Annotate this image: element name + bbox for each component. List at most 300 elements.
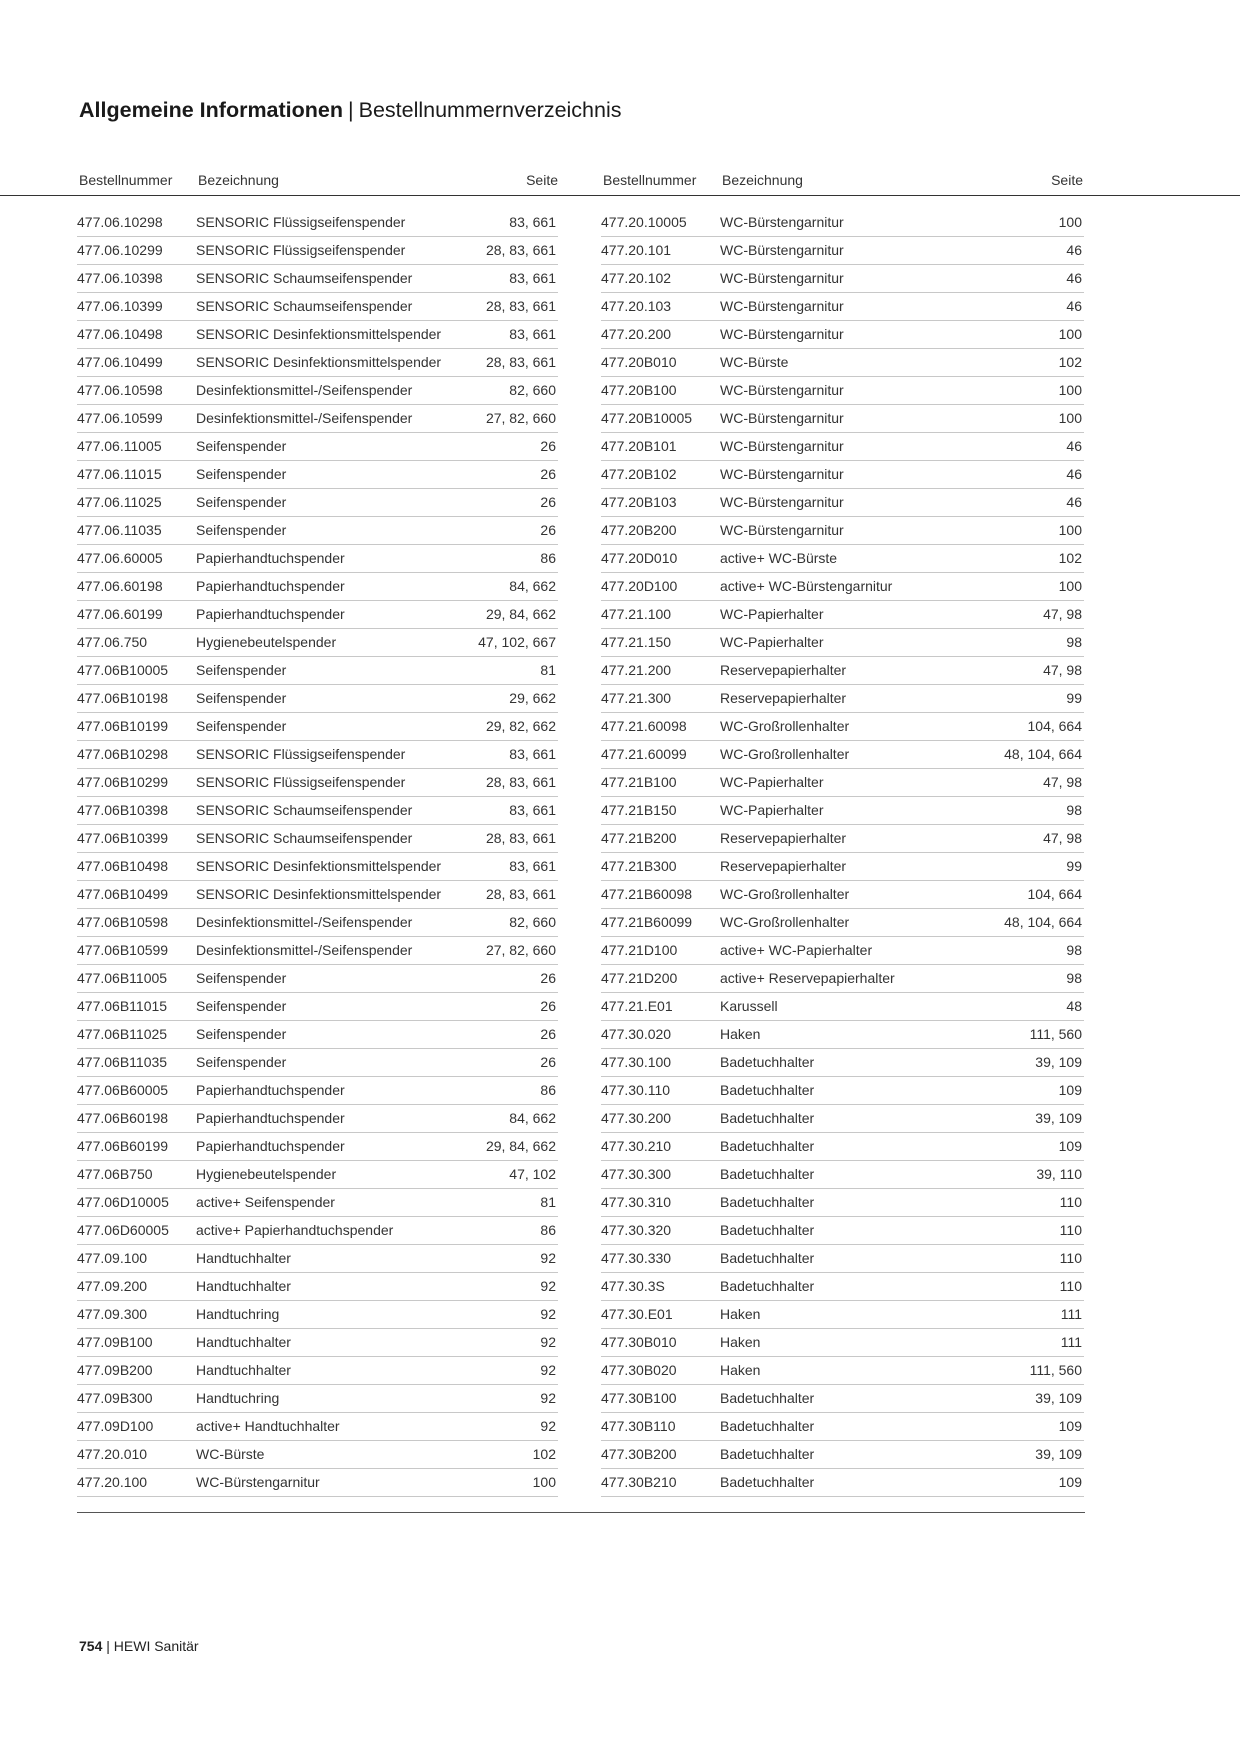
item-description: WC-Papierhalter <box>720 802 824 818</box>
page-reference: 81 <box>540 662 556 678</box>
table-row <box>601 293 1084 321</box>
order-number: 477.09B200 <box>77 1362 153 1378</box>
page-reference: 26 <box>540 494 556 510</box>
order-number: 477.06B11005 <box>77 970 168 986</box>
table-row <box>77 797 558 825</box>
header-page: Seite <box>1051 172 1083 188</box>
page-reference: 26 <box>540 1026 556 1042</box>
order-number: 477.06D60005 <box>77 1222 169 1238</box>
table-row <box>77 1301 558 1329</box>
page-reference: 98 <box>1066 802 1082 818</box>
table-row <box>77 1245 558 1273</box>
page-reference: 26 <box>540 438 556 454</box>
page-reference: 100 <box>1058 410 1082 426</box>
table-row <box>77 741 558 769</box>
page-reference: 104, 664 <box>1027 886 1082 902</box>
item-description: Seifenspender <box>196 438 287 454</box>
order-number: 477.09B100 <box>77 1334 153 1350</box>
order-number: 477.21D200 <box>601 970 678 986</box>
item-description: Badetuchhalter <box>720 1278 815 1294</box>
item-description: WC-Bürstengarnitur <box>720 270 844 286</box>
page-reference: 28, 83, 661 <box>485 774 556 790</box>
item-description: Seifenspender <box>196 522 287 538</box>
order-number: 477.20B200 <box>601 522 677 538</box>
item-description: WC-Bürstengarnitur <box>720 466 844 482</box>
item-description: Seifenspender <box>196 466 287 482</box>
table-row <box>77 545 558 573</box>
table-row <box>601 321 1084 349</box>
order-number: 477.09.100 <box>77 1250 148 1266</box>
page-reference: 83, 661 <box>509 270 556 286</box>
order-number: 477.20.102 <box>601 270 672 286</box>
order-number: 477.06.60198 <box>77 578 163 594</box>
order-number: 477.30.200 <box>601 1110 672 1126</box>
page-reference: 84, 662 <box>509 1110 556 1126</box>
page-reference: 83, 661 <box>509 326 556 342</box>
item-description: Papierhandtuchspender <box>196 1082 345 1098</box>
item-description: Desinfektionsmittel-/Seifenspender <box>196 410 413 426</box>
item-description: WC-Großrollenhalter <box>720 914 850 930</box>
header-divider <box>0 195 1240 196</box>
page-reference: 86 <box>540 1222 556 1238</box>
table-row <box>601 1021 1084 1049</box>
page-reference: 46 <box>1066 242 1082 258</box>
table-row <box>601 1217 1084 1245</box>
page-footer <box>79 1638 199 1654</box>
order-number: 477.06B60198 <box>77 1110 169 1126</box>
table-row <box>77 685 558 713</box>
item-description: Badetuchhalter <box>720 1222 815 1238</box>
page-reference: 47, 98 <box>1043 606 1082 622</box>
order-number: 477.20B103 <box>601 494 677 510</box>
table-row <box>601 1301 1084 1329</box>
item-description: active+ WC-Bürste <box>720 550 838 566</box>
order-number: 477.21.60099 <box>601 746 687 762</box>
order-number: 477.30B010 <box>601 1334 677 1350</box>
item-description: Reservepapierhalter <box>720 830 847 846</box>
table-row <box>601 881 1084 909</box>
item-description: Handtuchring <box>196 1306 280 1322</box>
left-column-header <box>79 170 558 190</box>
page-reference: 81 <box>540 1194 556 1210</box>
order-number: 477.30.100 <box>601 1054 672 1070</box>
order-number: 477.30.E01 <box>601 1306 673 1322</box>
table-row <box>601 1329 1084 1357</box>
page-reference: 100 <box>1058 214 1082 230</box>
table-row <box>601 461 1084 489</box>
order-number: 477.20B101 <box>601 438 677 454</box>
order-number: 477.06.10598 <box>77 382 163 398</box>
order-number: 477.21B60099 <box>601 914 693 930</box>
footer-page-number: 754 <box>79 1638 103 1654</box>
page-reference: 29, 84, 662 <box>485 1138 556 1154</box>
table-row <box>77 629 558 657</box>
item-description: WC-Papierhalter <box>720 606 824 622</box>
table-row <box>77 993 558 1021</box>
item-description: WC-Bürstengarnitur <box>720 410 844 426</box>
page-title-rest: Bestellnummernverzeichnis <box>358 98 622 122</box>
page-reference: 39, 109 <box>1035 1054 1082 1070</box>
order-number: 477.06.11035 <box>77 522 162 538</box>
item-description: WC-Bürstengarnitur <box>720 298 844 314</box>
order-number: 477.06.10599 <box>77 410 163 426</box>
item-description: SENSORIC Flüssigseifenspender <box>196 242 406 258</box>
page-reference: 46 <box>1066 494 1082 510</box>
table-row <box>77 1161 558 1189</box>
table-row <box>601 909 1084 937</box>
table-row <box>77 209 558 237</box>
item-description: SENSORIC Schaumseifenspender <box>196 802 413 818</box>
table-row <box>77 265 558 293</box>
order-number: 477.21.60098 <box>601 718 687 734</box>
footer-brand: HEWI Sanitär <box>113 1638 199 1654</box>
table-row <box>601 1105 1084 1133</box>
order-number: 477.06B10498 <box>77 858 169 874</box>
table-row <box>77 517 558 545</box>
page-reference: 92 <box>540 1362 556 1378</box>
order-number: 477.06.60005 <box>77 550 163 566</box>
item-description: Hygienebeutelspender <box>196 634 337 650</box>
page-reference: 98 <box>1066 942 1082 958</box>
item-description: SENSORIC Flüssigseifenspender <box>196 774 406 790</box>
order-number: 477.06.11005 <box>77 438 162 454</box>
item-description: Desinfektionsmittel-/Seifenspender <box>196 942 413 958</box>
order-number: 477.06.10298 <box>77 214 163 230</box>
item-description: WC-Papierhalter <box>720 774 824 790</box>
page-reference: 26 <box>540 970 556 986</box>
item-description: active+ WC-Papierhalter <box>720 942 873 958</box>
item-description: Badetuchhalter <box>720 1474 815 1490</box>
table-row <box>601 629 1084 657</box>
item-description: active+ WC-Bürstengarnitur <box>720 578 893 594</box>
page-reference: 47, 102, 667 <box>478 634 556 650</box>
table-row <box>77 1273 558 1301</box>
item-description: Badetuchhalter <box>720 1082 815 1098</box>
page-title-bold: Allgemeine Informationen <box>79 98 344 122</box>
page-reference: 46 <box>1066 270 1082 286</box>
item-description: Seifenspender <box>196 998 287 1014</box>
order-number: 477.30B200 <box>601 1446 677 1462</box>
table-row <box>601 601 1084 629</box>
order-number: 477.06.750 <box>77 634 148 650</box>
item-description: Seifenspender <box>196 494 287 510</box>
item-description: Papierhandtuchspender <box>196 550 345 566</box>
page-reference: 99 <box>1066 690 1082 706</box>
page-reference: 26 <box>540 1054 556 1070</box>
item-description: SENSORIC Schaumseifenspender <box>196 270 413 286</box>
order-number: 477.06B11025 <box>77 1026 168 1042</box>
order-number: 477.20.103 <box>601 298 672 314</box>
order-number: 477.06.10498 <box>77 326 163 342</box>
page-reference: 83, 661 <box>509 802 556 818</box>
table-row <box>77 489 558 517</box>
table-row <box>77 237 558 265</box>
order-number: 477.30.320 <box>601 1222 672 1238</box>
table-row <box>601 853 1084 881</box>
item-description: Handtuchring <box>196 1390 280 1406</box>
page-reference: 100 <box>1058 522 1082 538</box>
page-reference: 29, 662 <box>509 690 556 706</box>
page-reference: 110 <box>1059 1194 1082 1210</box>
page-reference: 26 <box>540 522 556 538</box>
page-reference: 48 <box>1066 998 1082 1014</box>
page-reference: 100 <box>532 1474 556 1490</box>
item-description: Haken <box>720 1306 761 1322</box>
item-description: Seifenspender <box>196 718 287 734</box>
header-description: Bezeichnung <box>722 172 803 188</box>
table-row <box>77 461 558 489</box>
item-description: active+ Papierhandtuchspender <box>196 1222 394 1238</box>
table-row <box>77 405 558 433</box>
item-description: Reservepapierhalter <box>720 858 847 874</box>
item-description: WC-Bürstengarnitur <box>720 494 844 510</box>
order-number: 477.06D10005 <box>77 1194 169 1210</box>
page-reference: 111, 560 <box>1029 1026 1082 1042</box>
page-title <box>79 98 622 123</box>
item-description: SENSORIC Flüssigseifenspender <box>196 214 406 230</box>
page-reference: 92 <box>540 1334 556 1350</box>
order-number: 477.21B150 <box>601 802 677 818</box>
item-description: Desinfektionsmittel-/Seifenspender <box>196 914 413 930</box>
order-number: 477.06.11015 <box>77 466 162 482</box>
header-description: Bezeichnung <box>198 172 279 188</box>
page-reference: 110 <box>1059 1278 1082 1294</box>
item-description: Seifenspender <box>196 690 287 706</box>
table-row <box>77 293 558 321</box>
item-description: active+ Handtuchhalter <box>196 1418 340 1434</box>
page-reference: 109 <box>1058 1474 1082 1490</box>
table-row <box>601 433 1084 461</box>
page-reference: 82, 660 <box>509 914 556 930</box>
order-number: 477.21B200 <box>601 830 677 846</box>
table-row <box>77 1413 558 1441</box>
order-number: 477.06B10299 <box>77 774 169 790</box>
header-number: Bestellnummer <box>79 172 173 188</box>
table-row <box>601 937 1084 965</box>
page-reference: 48, 104, 664 <box>1004 914 1082 930</box>
item-description: WC-Großrollenhalter <box>720 746 850 762</box>
page-reference: 47, 98 <box>1043 774 1082 790</box>
table-row <box>601 237 1084 265</box>
page-reference: 83, 661 <box>509 858 556 874</box>
table-row <box>77 881 558 909</box>
page-reference: 84, 662 <box>509 578 556 594</box>
table-row <box>601 1245 1084 1273</box>
table-row <box>77 1049 558 1077</box>
item-description: Badetuchhalter <box>720 1110 815 1126</box>
item-description: WC-Bürstengarnitur <box>720 242 844 258</box>
table-row <box>601 1413 1084 1441</box>
order-number: 477.06B60199 <box>77 1138 169 1154</box>
table-row <box>601 1469 1084 1497</box>
page-reference: 39, 109 <box>1035 1390 1082 1406</box>
page-reference: 110 <box>1059 1250 1082 1266</box>
table-row <box>601 1385 1084 1413</box>
order-number: 477.20B10005 <box>601 410 693 426</box>
page-reference: 92 <box>540 1250 556 1266</box>
table-row <box>77 601 558 629</box>
table-row <box>77 853 558 881</box>
item-description: Reservepapierhalter <box>720 690 847 706</box>
table-row <box>601 545 1084 573</box>
page-reference: 48, 104, 664 <box>1004 746 1082 762</box>
order-number: 477.06.60199 <box>77 606 163 622</box>
item-description: Badetuchhalter <box>720 1446 815 1462</box>
item-description: SENSORIC Desinfektionsmittelspender <box>196 354 442 370</box>
order-number: 477.30B100 <box>601 1390 677 1406</box>
table-row <box>601 965 1084 993</box>
page-reference: 39, 109 <box>1035 1110 1082 1126</box>
item-description: WC-Bürste <box>196 1446 265 1462</box>
table-row <box>601 1133 1084 1161</box>
page-reference: 26 <box>540 466 556 482</box>
page-reference: 100 <box>1058 578 1082 594</box>
table-row <box>601 657 1084 685</box>
title-separator: | <box>348 98 354 122</box>
page-reference: 102 <box>1058 354 1082 370</box>
item-description: WC-Papierhalter <box>720 634 824 650</box>
item-description: WC-Bürste <box>720 354 789 370</box>
item-description: Handtuchhalter <box>196 1334 291 1350</box>
order-number: 477.09.300 <box>77 1306 148 1322</box>
order-number: 477.06B11035 <box>77 1054 168 1070</box>
item-description: Badetuchhalter <box>720 1194 815 1210</box>
item-description: WC-Bürstengarnitur <box>196 1474 320 1490</box>
page-reference: 83, 661 <box>509 214 556 230</box>
item-description: SENSORIC Desinfektionsmittelspender <box>196 886 442 902</box>
order-number: 477.06.10399 <box>77 298 163 314</box>
table-row <box>601 1189 1084 1217</box>
table-row <box>601 349 1084 377</box>
order-number: 477.06B10198 <box>77 690 169 706</box>
page-reference: 83, 661 <box>509 746 556 762</box>
item-description: Seifenspender <box>196 662 287 678</box>
page-reference: 26 <box>540 998 556 1014</box>
page-reference: 86 <box>540 550 556 566</box>
table-row <box>77 1357 558 1385</box>
table-row <box>77 349 558 377</box>
table-row <box>601 825 1084 853</box>
item-description: WC-Bürstengarnitur <box>720 522 844 538</box>
right-order-table <box>601 209 1084 1497</box>
item-description: Hygienebeutelspender <box>196 1166 337 1182</box>
page-reference: 47, 98 <box>1043 830 1082 846</box>
table-row <box>601 405 1084 433</box>
order-number: 477.20B010 <box>601 354 677 370</box>
order-number: 477.21.200 <box>601 662 672 678</box>
table-row <box>77 1133 558 1161</box>
order-number: 477.30.210 <box>601 1138 672 1154</box>
page-reference: 111 <box>1060 1334 1082 1350</box>
order-number: 477.21D100 <box>601 942 678 958</box>
order-number: 477.06B60005 <box>77 1082 169 1098</box>
page-reference: 92 <box>540 1418 556 1434</box>
right-column-header <box>603 170 1083 190</box>
item-description: Badetuchhalter <box>720 1250 815 1266</box>
order-number: 477.21B100 <box>601 774 677 790</box>
table-row <box>601 517 1084 545</box>
order-number: 477.20D100 <box>601 578 678 594</box>
order-number: 477.21.100 <box>601 606 672 622</box>
table-row <box>77 1105 558 1133</box>
order-number: 477.21B60098 <box>601 886 693 902</box>
page-reference: 46 <box>1066 466 1082 482</box>
table-row <box>601 1441 1084 1469</box>
order-number: 477.06B10005 <box>77 662 169 678</box>
order-number: 477.06.11025 <box>77 494 162 510</box>
page-reference: 28, 83, 661 <box>485 886 556 902</box>
table-row <box>77 1189 558 1217</box>
page-reference: 39, 109 <box>1035 1446 1082 1462</box>
table-row <box>77 825 558 853</box>
order-number: 477.20B102 <box>601 466 677 482</box>
page-reference: 92 <box>540 1306 556 1322</box>
table-row <box>601 769 1084 797</box>
table-row <box>601 741 1084 769</box>
table-row <box>77 965 558 993</box>
table-row <box>601 377 1084 405</box>
order-number: 477.06B10599 <box>77 942 169 958</box>
page-reference: 47, 98 <box>1043 662 1082 678</box>
order-number: 477.09B300 <box>77 1390 153 1406</box>
item-description: Handtuchhalter <box>196 1362 291 1378</box>
item-description: WC-Bürstengarnitur <box>720 214 844 230</box>
item-description: WC-Bürstengarnitur <box>720 326 844 342</box>
order-number: 477.06.10499 <box>77 354 163 370</box>
item-description: active+ Seifenspender <box>196 1194 335 1210</box>
item-description: Papierhandtuchspender <box>196 1110 345 1126</box>
order-number: 477.06B10398 <box>77 802 169 818</box>
page-reference: 99 <box>1066 858 1082 874</box>
order-number: 477.21.150 <box>601 634 672 650</box>
order-number: 477.20B100 <box>601 382 677 398</box>
table-row <box>77 1329 558 1357</box>
page-reference: 29, 82, 662 <box>485 718 556 734</box>
page-reference: 92 <box>540 1278 556 1294</box>
item-description: Haken <box>720 1026 761 1042</box>
table-row <box>601 685 1084 713</box>
page-reference: 100 <box>1058 326 1082 342</box>
item-description: SENSORIC Schaumseifenspender <box>196 298 413 314</box>
order-number: 477.30.020 <box>601 1026 672 1042</box>
item-description: WC-Großrollenhalter <box>720 886 850 902</box>
page-reference: 111, 560 <box>1029 1362 1082 1378</box>
page-reference: 46 <box>1066 438 1082 454</box>
order-number: 477.30.110 <box>601 1082 671 1098</box>
order-number: 477.20.10005 <box>601 214 687 230</box>
order-number: 477.09.200 <box>77 1278 148 1294</box>
table-row <box>601 1049 1084 1077</box>
table-row <box>601 1077 1084 1105</box>
item-description: Badetuchhalter <box>720 1390 815 1406</box>
order-number: 477.06.10398 <box>77 270 163 286</box>
table-row <box>77 769 558 797</box>
table-row <box>77 713 558 741</box>
table-row <box>77 1077 558 1105</box>
page-reference: 92 <box>540 1390 556 1406</box>
page-reference: 100 <box>1058 382 1082 398</box>
order-number: 477.06B10298 <box>77 746 169 762</box>
left-order-table <box>77 209 558 1497</box>
order-number: 477.20.100 <box>77 1474 148 1490</box>
table-row <box>77 1021 558 1049</box>
page-reference: 98 <box>1066 634 1082 650</box>
order-number: 477.06B10199 <box>77 718 169 734</box>
table-row <box>77 1217 558 1245</box>
page-reference: 111 <box>1060 1306 1082 1322</box>
table-row <box>77 657 558 685</box>
page-reference: 27, 82, 660 <box>485 410 556 426</box>
